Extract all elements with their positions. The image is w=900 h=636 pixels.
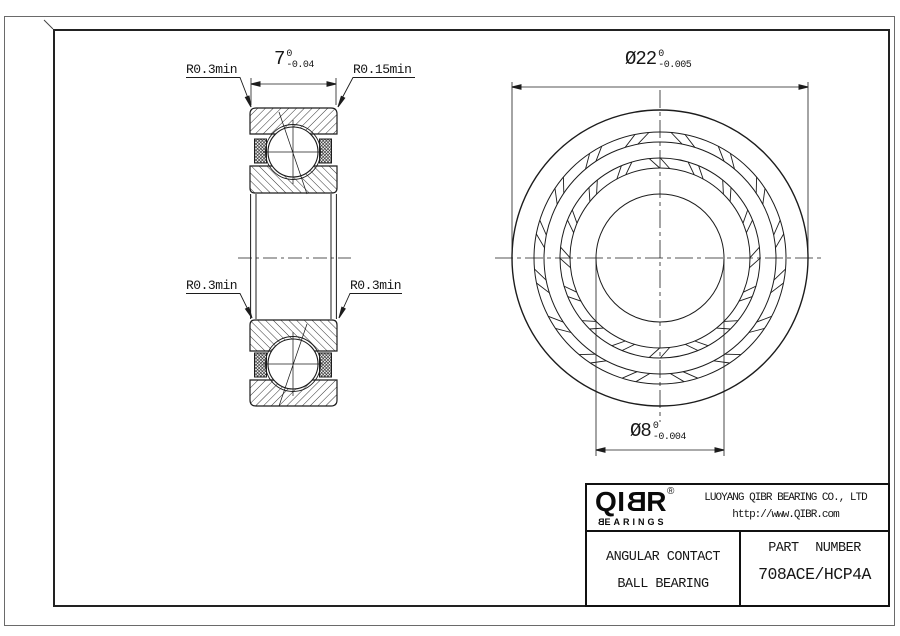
fillet-label-top-right: R0.15min — [353, 62, 412, 77]
cage-pocket-line — [743, 210, 748, 223]
logo-subtitle: BEARINGS — [595, 517, 667, 527]
cage-pocket-line — [730, 188, 731, 202]
company-info — [683, 485, 888, 530]
bore-lines — [251, 194, 337, 319]
od-dim-text — [625, 49, 691, 71]
od-dim-tol-lower: -0.005 — [658, 59, 692, 71]
cage-pocket-line — [589, 188, 590, 202]
cage-section-lower-right — [320, 353, 332, 377]
cage-pocket-line — [612, 341, 625, 346]
registered-trademark-icon: ® — [667, 486, 675, 497]
bore-dim-value: Ø8 — [630, 420, 651, 442]
width-dim-extension-lines — [251, 78, 336, 105]
bore-dim-tol-lower: -0.004 — [652, 431, 686, 443]
arrowhead — [799, 85, 808, 89]
cage-pocket-line — [724, 321, 738, 322]
od-dim-tol-upper: 0 — [658, 49, 664, 60]
cage-pocket-line — [716, 328, 730, 329]
cage-pocket-line — [622, 344, 635, 350]
arrowhead — [715, 448, 724, 452]
arrowhead — [338, 96, 345, 107]
cage-section-upper-left — [255, 139, 267, 163]
width-dim-tol-lower: -0.04 — [286, 59, 314, 71]
od-dim-extension-lines — [512, 82, 808, 256]
title-block-header-row — [587, 485, 888, 532]
arrowhead — [339, 307, 345, 318]
cage-section-lower-left — [255, 353, 267, 377]
corner-tick — [44, 20, 53, 29]
bore-dim-text — [630, 421, 686, 443]
od-dim-value: Ø22 — [625, 48, 657, 70]
part-number-cell — [741, 532, 888, 607]
cage-pocket-line — [572, 210, 577, 223]
cage-pocket-line — [683, 372, 698, 379]
cage-pocket-line — [746, 220, 752, 233]
cage-pocket-line — [597, 180, 598, 194]
cage-pocket-line — [660, 158, 669, 169]
leader-top-left — [186, 78, 250, 103]
cage-pocket-line — [636, 374, 650, 382]
title-block — [585, 483, 890, 607]
product-type-cell — [587, 532, 741, 607]
cage-pocket-line — [685, 344, 698, 350]
company-website: http://www.QIBR.com — [732, 509, 839, 521]
arrowhead — [512, 85, 521, 89]
cage-pocket-line — [714, 361, 730, 363]
cage-pocket-line — [561, 247, 570, 258]
bore-dim-tol-upper: 0 — [652, 421, 659, 432]
title-block-body-row — [587, 532, 888, 607]
cage-pocket-line — [622, 372, 637, 379]
arrowhead — [327, 82, 336, 86]
leader-top-right — [340, 78, 416, 104]
cage-pocket-line — [568, 220, 574, 233]
cage-pocket-line — [763, 188, 765, 204]
cage-pocket-line — [723, 180, 724, 194]
cage-pocket-line — [555, 188, 557, 204]
cage-pocket-line — [670, 374, 684, 382]
width-dim-value: 7 — [274, 48, 285, 70]
part-number-value: 708ACE/HCP4A — [758, 565, 871, 584]
section-view — [238, 108, 351, 406]
cage-section-upper-right — [320, 139, 332, 163]
leader-bottom-left — [186, 294, 251, 316]
logo-wordmark: QIBR — [595, 486, 668, 517]
product-line2: BALL BEARING — [617, 577, 709, 592]
part-number-label: PART NUMBER — [768, 541, 861, 556]
cage-pocket-line — [540, 220, 547, 235]
cage-pocket-line — [776, 234, 784, 248]
cage-pocket-line — [560, 258, 571, 267]
cage-pocket-line — [695, 341, 708, 346]
width-dim-tol-upper: 0 — [286, 49, 292, 60]
cage-pocket-line — [590, 361, 606, 363]
product-line1: ANGULAR CONTACT — [605, 550, 721, 565]
arrowhead — [251, 82, 260, 86]
cage-pocket-line — [582, 321, 596, 322]
cage-pocket-line — [750, 258, 761, 267]
company-logo — [587, 485, 683, 530]
arrowhead — [245, 96, 251, 107]
cage-pocket-line — [660, 348, 669, 359]
cage-pocket-line — [750, 247, 759, 258]
leader-bottom-right — [340, 294, 402, 316]
fillet-label-bottom-left: R0.3min — [186, 278, 238, 293]
fillet-label-top-left: R0.3min — [186, 62, 238, 77]
cage-pocket-line — [649, 159, 660, 168]
cage-pocket-line — [536, 234, 544, 248]
cage-pocket-line — [774, 220, 781, 235]
company-name: LUOYANG QIBR BEARING CO., LTD — [704, 492, 867, 504]
fillet-label-bottom-right: R0.3min — [350, 278, 402, 293]
width-dim-text — [274, 49, 314, 71]
arrowhead — [596, 448, 605, 452]
cage-pocket-line — [649, 348, 660, 357]
cage-pocket-line — [590, 328, 604, 329]
